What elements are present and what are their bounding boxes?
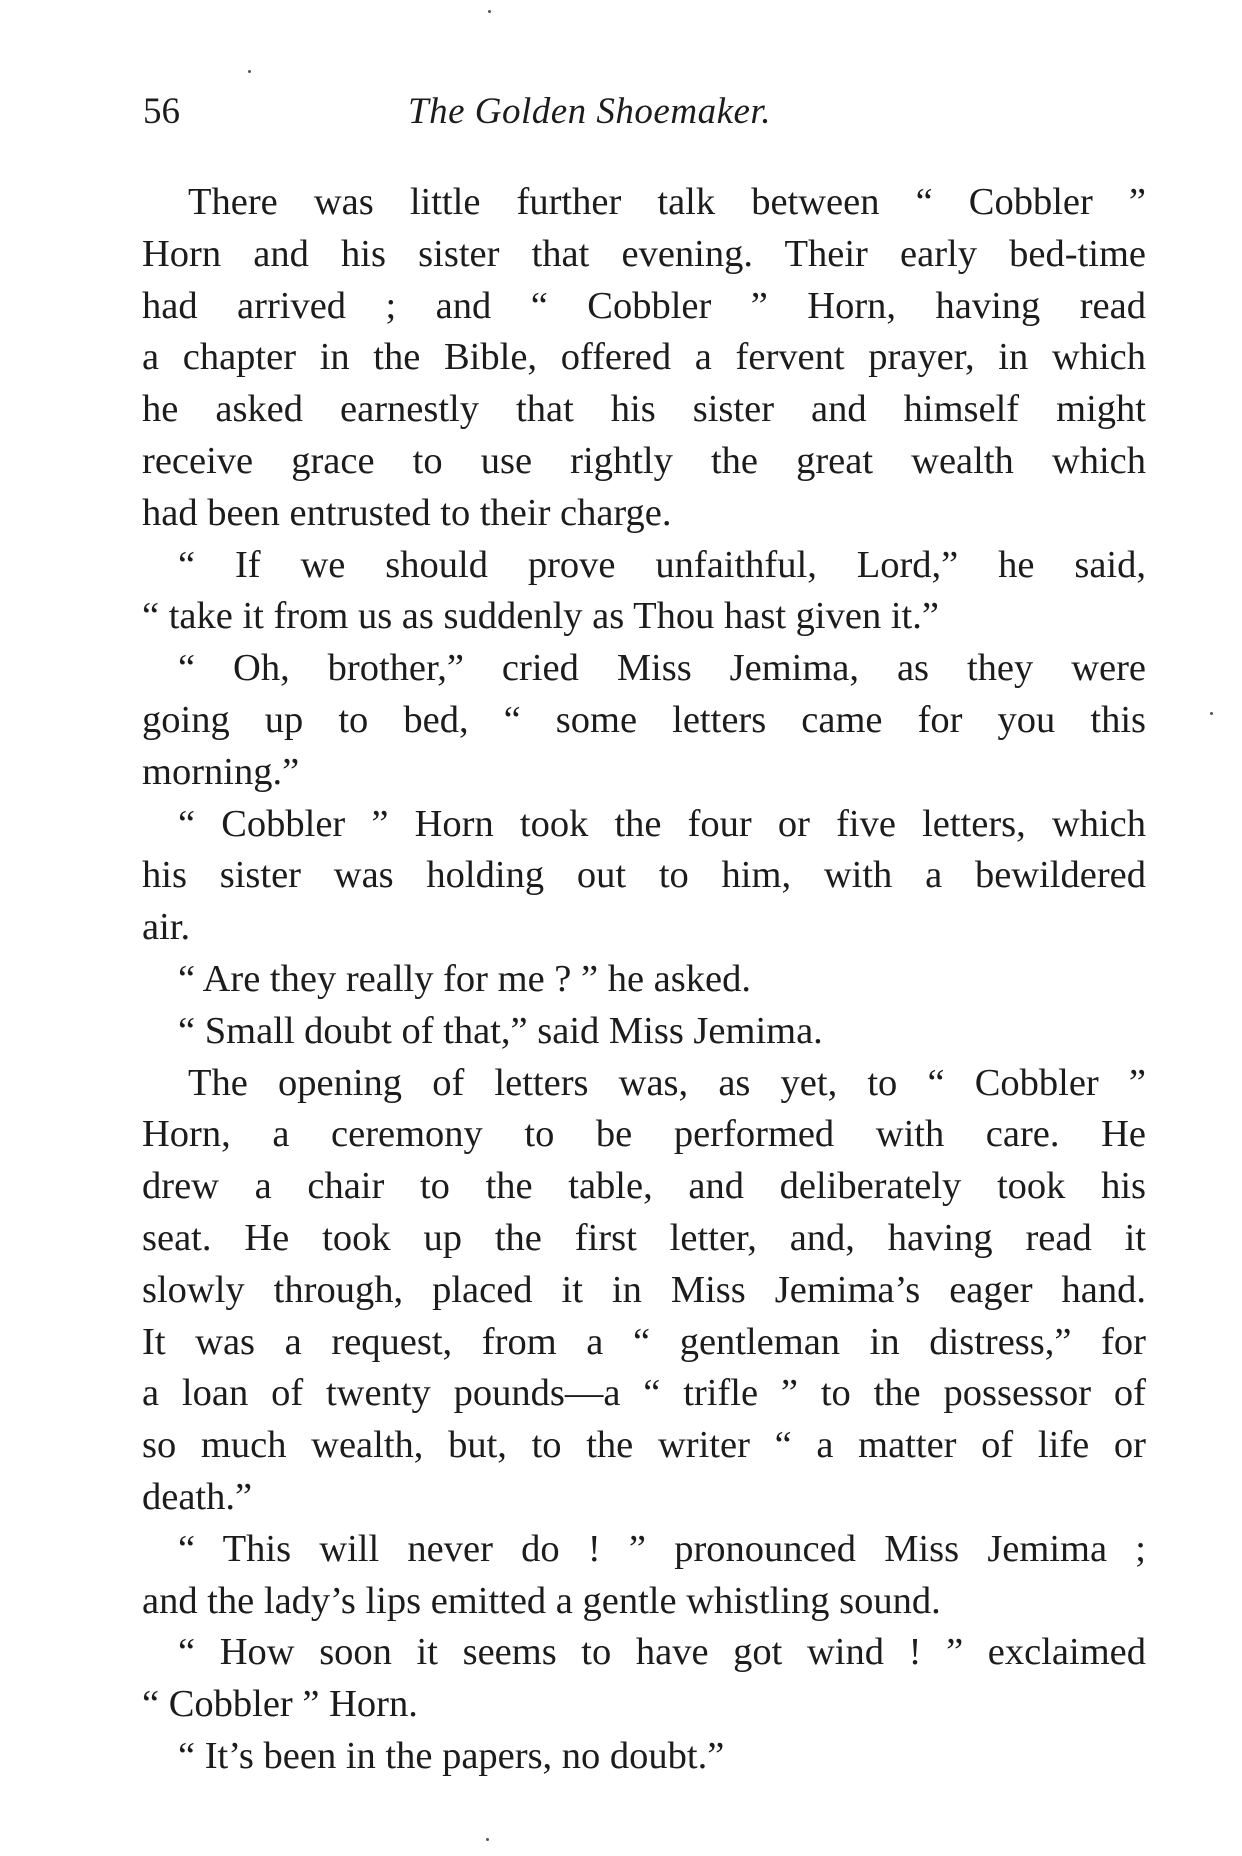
text-line: “ Small doubt of that,” said Miss Jemima.: [178, 1009, 823, 1052]
text-line: The opening of letters was, as yet, to “ Cobbler ”: [188, 1061, 1146, 1104]
text-line: so much wealth, but, to the writer “ a matter of life or: [142, 1424, 1146, 1467]
body-text: [142, 177, 1146, 1783]
page-header: [143, 82, 1143, 142]
text-line: a chapter in the Bible, offered a fervent prayer, in which: [142, 336, 1146, 379]
running-title: The Golden Shoemaker.: [408, 91, 771, 132]
scan-speck: [248, 70, 251, 73]
text-line: “ If we should prove unfaithful, Lord,” he said,: [178, 543, 1146, 586]
scan-speck: [486, 1838, 489, 1841]
text-line: There was little further talk between “ Cobbler ”: [188, 181, 1146, 223]
text-line: and the lady’s lips emitted a gentle whistling sound.: [142, 1579, 941, 1622]
text-line: receive grace to use rightly the great wealth which: [142, 439, 1146, 482]
text-line: “ This will never do ! ” pronounced Miss Jemima ;: [178, 1527, 1146, 1570]
text-line: Horn, a ceremony to be performed with care. He: [142, 1113, 1146, 1156]
text-line: “ Oh, brother,” cried Miss Jemima, as they were: [178, 647, 1146, 690]
text-line: It was a request, from a “ gentleman in distress,” for: [142, 1320, 1146, 1363]
text-line: “ How soon it seems to have got wind ! ” exclaimed: [178, 1631, 1146, 1674]
text-line: air.: [142, 906, 191, 949]
text-line: “ It’s been in the papers, no doubt.”: [178, 1734, 725, 1777]
text-line: Horn and his sister that evening. Their early bed-time: [142, 232, 1146, 275]
text-line: “ Cobbler ” Horn.: [142, 1683, 418, 1726]
text-line: he asked earnestly that his sister and himself might: [142, 388, 1146, 431]
text-line: had arrived ; and “ Cobbler ” Horn, having read: [142, 284, 1146, 327]
text-line: his sister was holding out to him, with a bewildered: [142, 854, 1146, 897]
text-line: “ take it from us as suddenly as Thou hast given it.”: [142, 595, 939, 638]
text-line: morning.”: [142, 750, 300, 793]
text-line: had been entrusted to their charge.: [142, 491, 672, 534]
text-line: drew a chair to the table, and deliberately took his: [142, 1165, 1146, 1208]
text-line: death.”: [142, 1475, 253, 1518]
page-number: 56: [143, 91, 180, 132]
text-line: “ Are they really for me ? ” he asked.: [178, 957, 751, 1000]
text-line: going up to bed, “ some letters came for you this: [142, 698, 1146, 741]
scan-speck: [488, 10, 491, 13]
text-line: “ Cobbler ” Horn took the four or five letters, which: [178, 802, 1146, 845]
text-line: seat. He took up the first letter, and, having read it: [142, 1216, 1146, 1259]
scan-speck: [1210, 712, 1213, 715]
text-line: slowly through, placed it in Miss Jemima’s eager hand.: [142, 1268, 1146, 1311]
text-line: a loan of twenty pounds—a “ trifle ” to the possessor of: [142, 1372, 1146, 1415]
